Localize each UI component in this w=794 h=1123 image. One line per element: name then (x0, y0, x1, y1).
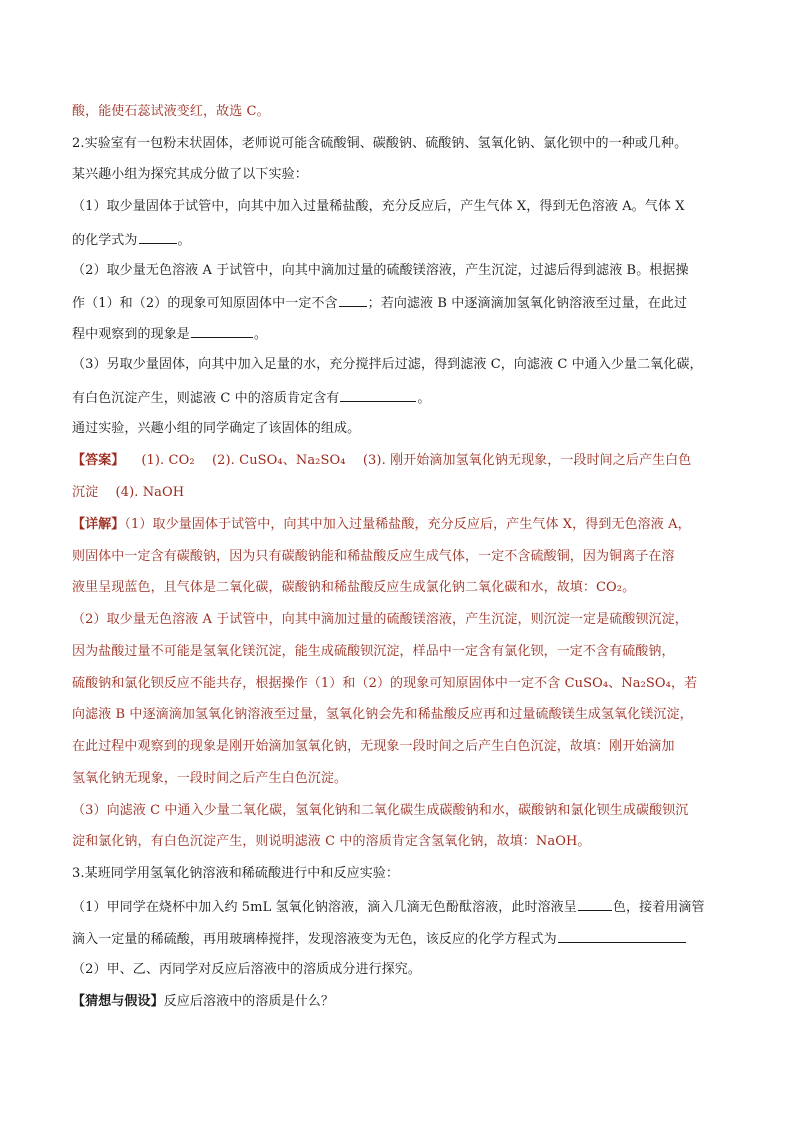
q3-part1-text-b: 色，接着用滴管 (612, 900, 705, 915)
answer-blank (558, 929, 686, 943)
answer-blank (191, 324, 253, 338)
q2-stem-line-2: 某兴趣小组为探究其成分做了以下实验： (72, 167, 308, 182)
q2-part2-line-2 (72, 293, 687, 313)
q2-detail-line-8: 在此过程中观察到的现象是刚开始滴加氢氧化钠，无现象一段时间之后产生白色沉淀，故填：刚开始滴加 (72, 739, 675, 754)
answer-blank (139, 230, 177, 244)
q3-stem: 3.某班同学用氢氧化钠溶液和稀硫酸进行中和反应实验： (72, 866, 400, 881)
q2-part1-line-1: （1）取少量固体于试管中，向其中加入过量稀盐酸，充分反应后，产生气体 X，得到无色溶液 A。气体 X (72, 199, 685, 214)
answer-text: (1). CO₂ (2). CuSO₄、Na₂SO₄ (3). 刚开始滴加氢氧化钠无现象，一段时间之后产生白色 (141, 453, 692, 468)
q2-detail-line-6: 硫酸钠和氯化钡反应不能共存，根据操作（1）和（2）的现象可知原固体中一定不含 CuSO₄、Na₂SO₄，若 (72, 676, 698, 691)
q3-part1-line-1 (72, 897, 705, 917)
q2-answer-line-1 (72, 452, 691, 470)
q2-detail-line-2: 则固体中一定含有碳酸钠，因为只有碳酸钠能和稀盐酸反应生成气体，一定不含硫酸铜，因为铜离子在溶 (72, 549, 675, 564)
q2-detail-line-11: 淀和氯化钠，有白色沉淀产生，则说明滤液 C 中的溶质肯定含氢氧化钠，故填：NaOH。 (72, 834, 591, 849)
q2-detail-line-1 (72, 516, 691, 534)
detail-text: （1）取少量固体于试管中，向其中加入过量稀盐酸，充分反应后，产生气体 X，得到无色溶液 A， (124, 517, 691, 532)
punctuation: 。 (417, 391, 431, 406)
q2-part1-text: 的化学式为 (72, 233, 138, 248)
q2-part2-text: 程中观察到的现象是 (72, 327, 190, 342)
q2-part2-line-3 (72, 324, 267, 344)
q2-detail-line-7: 向滤液 B 中逐滴滴加氢氧化钠溶液至过量，氢氧化钠会先和稀盐酸反应再和过量硫酸镁生成氢氧化镁沉淀， (72, 707, 693, 722)
q3-part1-line-2 (72, 929, 687, 949)
q2-part3-line-2 (72, 388, 431, 408)
q3-part1-text-a: （1）甲同学在烧杯中加入约 5mL 氢氧化钠溶液，滴入几滴无色酚酞溶液，此时溶液呈 (72, 900, 577, 915)
answer-label: 【答案】 (72, 453, 125, 468)
punctuation: 。 (253, 327, 268, 342)
previous-answer-tail: 酸，能使石蕊试液变红，故选 C。 (72, 104, 270, 119)
q2-part3-text: 有白色沉淀产生，则滤液 C 中的溶质肯定含有 (72, 391, 340, 406)
q2-part2-text-b: ；若向滤液 B 中逐滴滴加氢氧化钠溶液至过量，在此过 (367, 296, 688, 311)
punctuation: 。 (177, 233, 191, 248)
q2-part1-line-2 (72, 230, 191, 250)
hypothesis-text: 反应后溶液中的溶质是什么？ (163, 994, 335, 1009)
q2-detail-line-4: （2）取少量无色溶液 A 于试管中，向其中滴加过量的硫酸镁溶液，产生沉淀，则沉淀一定是硫酸钡沉淀， (72, 612, 688, 627)
q2-conclusion: 通过实验，兴趣小组的同学确定了该固体的组成。 (72, 421, 361, 436)
answer-blank (339, 293, 367, 307)
q2-detail-line-3: 液里呈现蓝色，且气体是二氧化碳，碳酸钠和稀盐酸反应生成氯化钠二氧化碳和水，故填：CO₂。 (72, 580, 636, 595)
hypothesis-label: 【猜想与假设】 (72, 994, 164, 1009)
q2-part2-line-1: （2）取少量无色溶液 A 于试管中，向其中滴加过量的硫酸镁溶液，产生沉淀，过滤后得到滤液 B。根据操 (72, 263, 689, 278)
q2-detail-line-10: （3）向滤液 C 中通入少量二氧化碳，氢氧化钠和二氧化碳生成碳酸钠和水，碳酸钠和氯化钡生成碳酸钡沉 (72, 803, 689, 818)
q3-hypothesis (72, 993, 334, 1011)
answer-blank (340, 388, 416, 402)
q2-part3-line-1: （3）另取少量固体，向其中加入足量的水，充分搅拌后过滤，得到滤液 C，向滤液 C 中通入少量二氧化碳， (72, 357, 703, 372)
q2-answer-line-2: 沉淀 (4). NaOH (72, 485, 185, 500)
q3-part1-text: 滴入一定量的稀硫酸，再用玻璃棒搅拌，发现溶液变为无色，该反应的化学方程式为 (72, 932, 557, 947)
detail-label: 【详解】 (72, 517, 125, 532)
q3-part2: （2）甲、乙、丙同学对反应后溶液中的溶质成分进行探究。 (72, 962, 421, 977)
q2-detail-line-5: 因为盐酸过量不可能是氢氧化镁沉淀，能生成硫酸钡沉淀，样品中一定含有氯化钡，一定不含有硫酸钠， (72, 644, 675, 659)
q2-stem-line-1: 2.实验室有一包粉末状固体，老师说可能含硫酸铜、碳酸钠、硫酸钠、氢氧化钠、氯化钡中的一种或几种。 (72, 136, 688, 151)
answer-blank (578, 897, 612, 911)
q2-part2-text-a: 作（1）和（2）的现象可知原固体中一定不含 (72, 296, 338, 311)
q2-detail-line-9: 氢氧化钠无现象，一段时间之后产生白色沉淀。 (72, 771, 348, 786)
